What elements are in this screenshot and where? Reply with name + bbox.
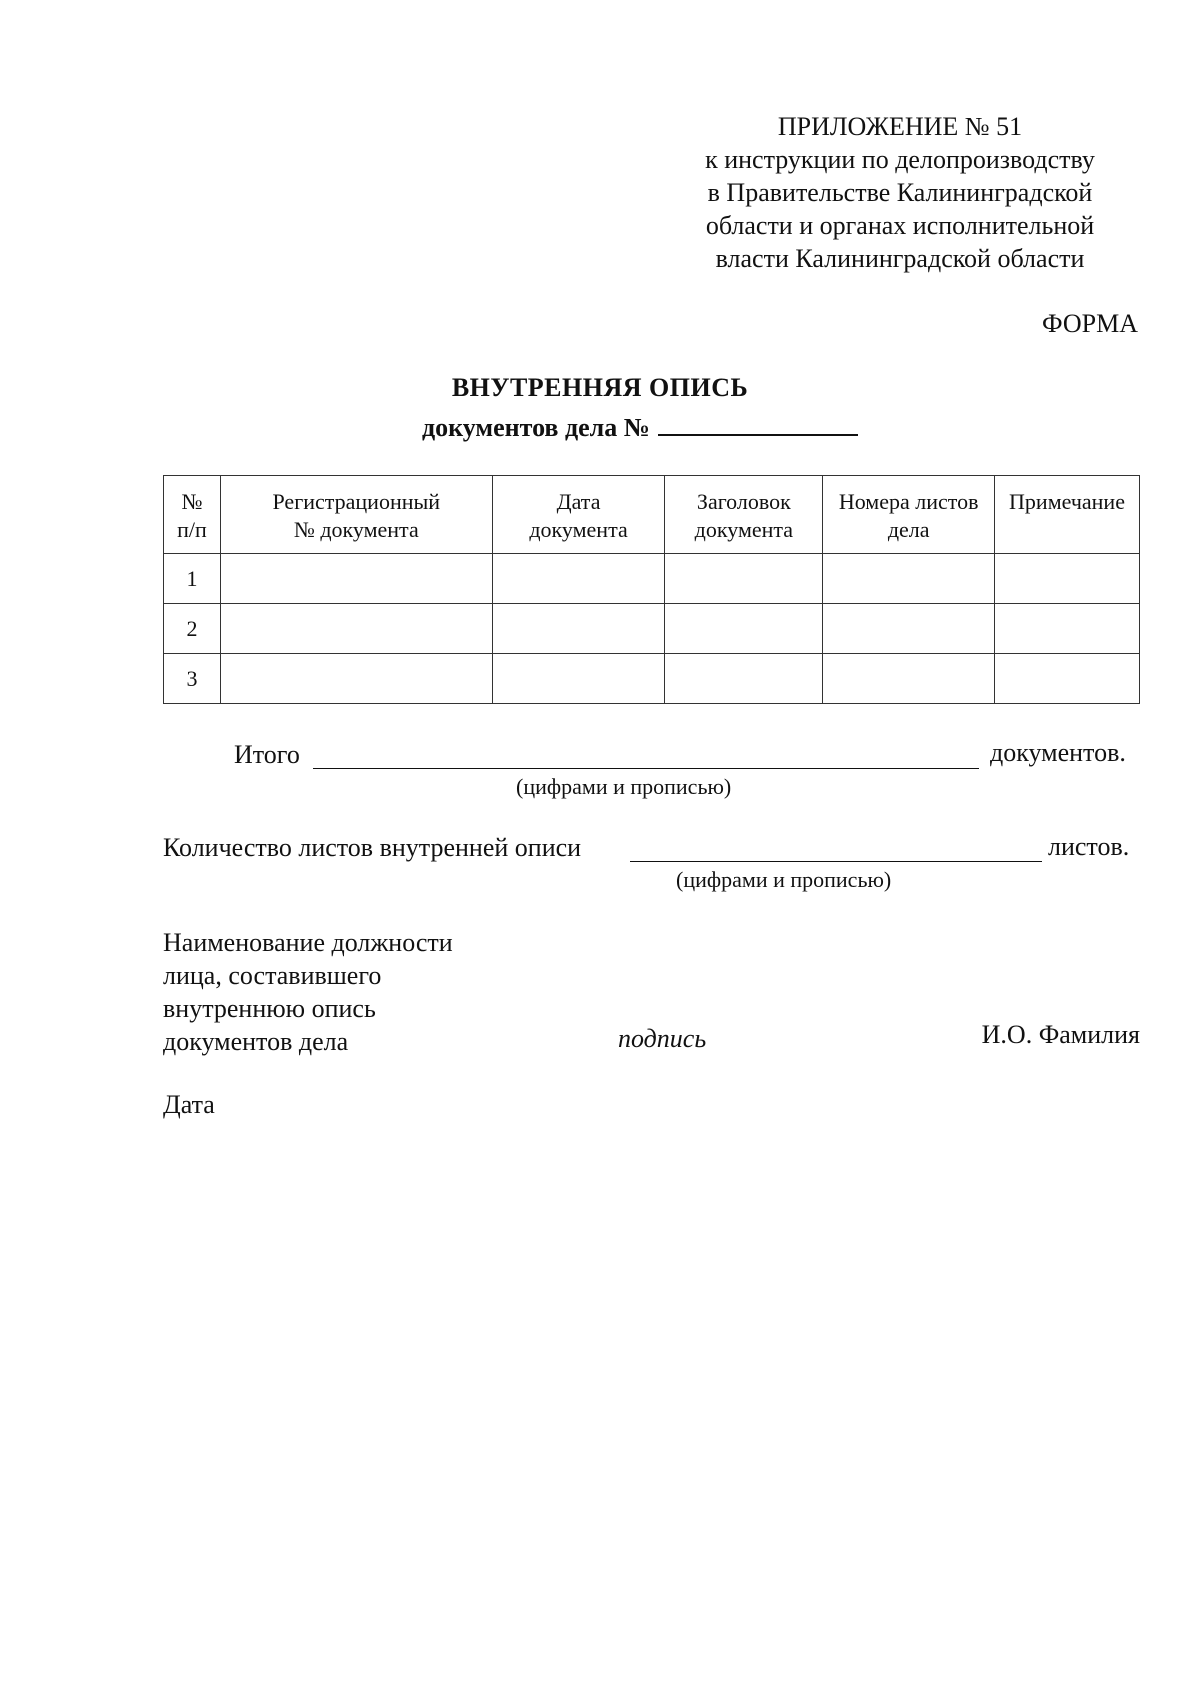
appendix-header [660, 110, 1140, 275]
header-number: № п/п [164, 476, 221, 554]
table-cell[interactable] [492, 604, 665, 654]
row-number: 3 [164, 654, 221, 704]
sheets-hint: (цифрами и прописью) [676, 867, 892, 892]
table-row [164, 604, 1140, 654]
table-cell[interactable] [995, 554, 1140, 604]
table-cell[interactable] [995, 654, 1140, 704]
table-cell[interactable] [823, 554, 995, 604]
totals-blank[interactable] [313, 767, 979, 769]
subtitle-text: документов дела № [422, 413, 650, 442]
row-number: 2 [164, 604, 221, 654]
table-cell[interactable] [995, 604, 1140, 654]
case-number-blank[interactable] [658, 410, 858, 436]
position-block [163, 926, 453, 1058]
sheets-suffix: листов. [1048, 832, 1130, 861]
table-row [164, 654, 1140, 704]
header-sheet-numbers: Номера листов дела [823, 476, 995, 554]
table-cell[interactable] [492, 654, 665, 704]
table-cell[interactable] [492, 554, 665, 604]
sheets-label: Количество листов внутренней описи [163, 833, 582, 862]
date-label: Дата [163, 1090, 215, 1119]
table-cell[interactable] [665, 654, 823, 704]
appendix-line: власти Калининградской области [715, 244, 1085, 273]
sheets-blank[interactable] [630, 860, 1042, 862]
table-cell[interactable] [823, 604, 995, 654]
row-number: 1 [164, 554, 221, 604]
document-subtitle [422, 410, 858, 443]
form-label: ФОРМА [1042, 309, 1138, 338]
appendix-line: к инструкции по делопроизводству [705, 145, 1095, 174]
signature-label: подпись [618, 1024, 707, 1053]
header-title: Заголовок документа [665, 476, 823, 554]
header-note: Примечание [995, 476, 1140, 554]
totals-label: Итого [234, 740, 300, 769]
document-title: ВНУТРЕННЯЯ ОПИСЬ [451, 373, 749, 402]
totals-hint: (цифрами и прописью) [516, 774, 732, 799]
table-row [164, 554, 1140, 604]
full-name-label: И.О. Фамилия [981, 1020, 1140, 1049]
header-date: Дата документа [492, 476, 665, 554]
table-cell[interactable] [220, 654, 492, 704]
position-line: внутреннюю опись [163, 994, 376, 1023]
table-cell[interactable] [665, 604, 823, 654]
inventory-table [163, 475, 1140, 704]
header-reg-number: Регистрационный № документа [220, 476, 492, 554]
appendix-line: области и органах исполнительной [705, 211, 1095, 240]
position-line: документов дела [163, 1027, 349, 1056]
appendix-line: ПРИЛОЖЕНИЕ № 51 [777, 112, 1023, 141]
table-cell[interactable] [823, 654, 995, 704]
table-cell[interactable] [220, 604, 492, 654]
appendix-line: в Правительстве Калининградской [707, 178, 1093, 207]
position-line: Наименование должности [163, 928, 453, 957]
table-cell[interactable] [665, 554, 823, 604]
table-header-row [164, 476, 1140, 554]
position-line: лица, составившего [163, 961, 382, 990]
table-cell[interactable] [220, 554, 492, 604]
totals-suffix: документов. [990, 738, 1126, 767]
